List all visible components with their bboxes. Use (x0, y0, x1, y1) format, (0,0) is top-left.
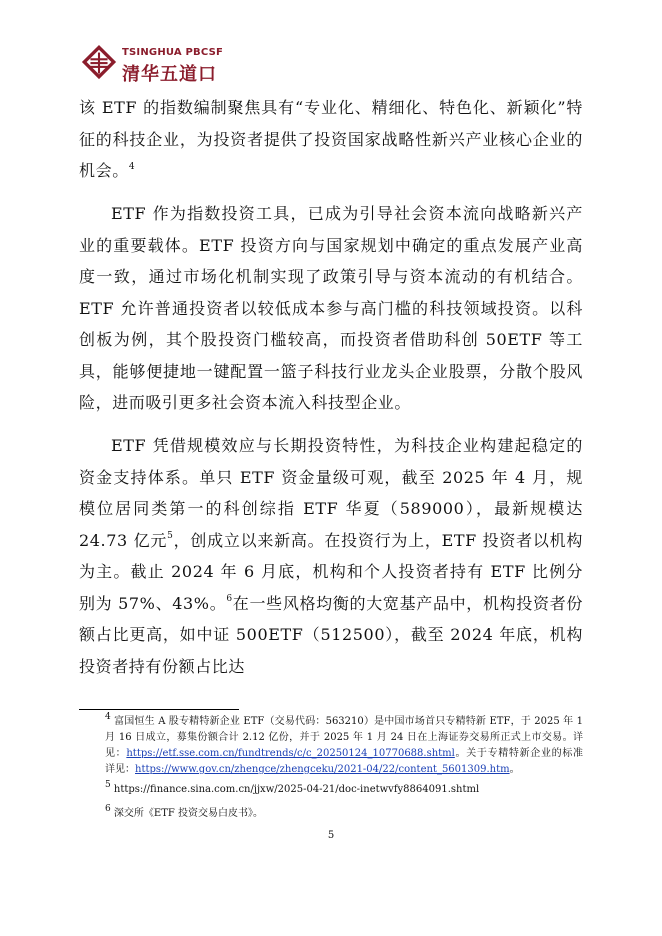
footnote-6-mark: 6 (105, 803, 111, 814)
pbcsf-logo-icon (80, 44, 118, 82)
footnote-4 (105, 711, 584, 778)
paragraph-2: ETF 作为指数投资工具，已成为引导社会资本流向战略新兴产业的重要载体。ETF 投资方向与国家规划中确定的重点发展产业高度一致，通过市场化机制实现了政策引导与资本流动的有机结合。ETF 允许普通投资者以较低成本参与高门槛的科技领域投资。以科创板为例，其个股投资门槛较高，而投资者借助科创 50ETF 等工具，能够便捷地一键配置一篮子科技行业龙头企业股票，分散个股风险，进而吸引更多社会资本流入科技型企业。 (79, 204, 583, 412)
footnote-ref-5[interactable]: 5 (167, 531, 174, 542)
header-logo (80, 44, 280, 84)
paragraph-3 (79, 430, 583, 682)
logo-chinese-text: 清华五道口 (122, 64, 217, 85)
paragraph-3-text-b: ，创成立以来新高。在投资行为上，ETF 投资者以机构为主。截止 2024 年 6 月底，机构和个人投资者持有 ETF 比例分别为 57%、43%。 (79, 530, 583, 613)
footnote-5-text: https://finance.sina.com.cn/jjxw/2025-04-21/doc-inetwvfy8864091.shtml (113, 784, 480, 795)
footnote-4-mid-text: 。关于专精特新企业的标准详见： (105, 748, 584, 775)
paragraph-3-text-c: 在一些风格均衡的大宽基产品中，机构投资者份额占比更高，如中证 500ETF（512500），截至 2024 年底，机构投资者持有份额占比达 (79, 593, 583, 676)
page-number: 5 (327, 830, 335, 841)
footnote-4-mark: 4 (105, 711, 111, 722)
footnote-5 (105, 779, 583, 798)
paragraph-3-text-a: ETF 凭借规模效应与长期投资特性，为科技企业构建起稳定的资金支持体系。单只 ETF 资金量级可观，截至 2025 年 4 月，规模位居同类第一的科创综指 ETF 华夏（589000），最新规模达 24.73 亿元 (79, 436, 583, 550)
footnote-4-link-gov[interactable]: https://www.gov.cn/zhengce/zhengceku/2021-04/22/content_5601309.htm (135, 764, 510, 775)
footnote-ref-4[interactable]: 4 (128, 161, 136, 172)
footnote-5-mark: 5 (105, 779, 111, 790)
footnote-4-link-sse[interactable]: https://etf.sse.com.cn/fundtrends/c/c_20250124_10770688.shtml (126, 748, 455, 759)
paragraph-1 (79, 92, 583, 187)
footnote-4-text: 富国恒生 A 股专精特新企业 ETF（交易代码：563210）是中国市场首只专精特新 ETF，于 2025 年 1 月 16 日成立，募集份额合计 2.12 亿份，并于 2025 年 1 月 24 日在上海证券交易所正式上市交易。详见： (105, 716, 583, 759)
footnote-6 (105, 803, 583, 822)
footnote-4-end: 。 (509, 764, 520, 775)
logo-english-text: TSINGHUA PBCSF (122, 47, 224, 58)
paragraph-1-text: 该 ETF 的指数编制聚焦具有“专业化、精细化、特色化、新颖化”特征的科技企业，为投资者提供了投资国家战略性新兴产业核心企业的机会。 (79, 98, 583, 180)
footnote-ref-6[interactable]: 6 (226, 594, 233, 605)
footnote-6-text: 深交所《ETF 投资交易白皮书》。 (113, 808, 264, 819)
footnote-separator (79, 709, 239, 710)
